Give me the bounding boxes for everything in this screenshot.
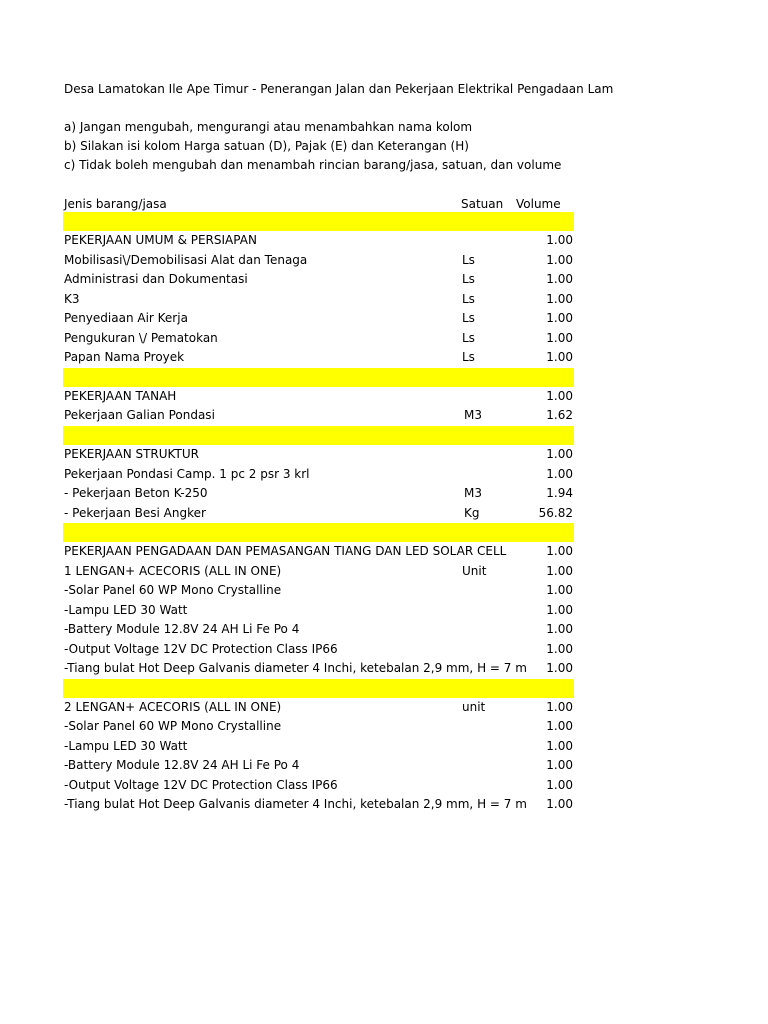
item-volume: 1.00 bbox=[546, 583, 573, 598]
table-row bbox=[0, 465, 768, 484]
table-row bbox=[0, 348, 768, 367]
table-row bbox=[0, 640, 768, 659]
item-name: Pekerjaan Pondasi Camp. 1 pc 2 psr 3 krl bbox=[64, 466, 310, 481]
table-row bbox=[0, 542, 768, 561]
item-unit: Ls bbox=[462, 311, 475, 326]
item-volume: 1.00 bbox=[546, 661, 573, 676]
item-name: - Pekerjaan Besi Angker bbox=[64, 505, 206, 520]
section-separator-band bbox=[63, 426, 574, 445]
item-volume: 1.00 bbox=[546, 291, 573, 306]
item-name: -Battery Module 12.8V 24 AH Li Fe Po 4 bbox=[64, 758, 300, 773]
item-volume: 1.00 bbox=[546, 311, 573, 326]
instruction-b: b) Silakan isi kolom Harga satuan (D), Pajak (E) dan Keterangan (H) bbox=[64, 139, 469, 153]
item-name: -Tiang bulat Hot Deep Galvanis diameter 4 Inchi, ketebalan 2,9 mm, H = 7 m bbox=[64, 797, 527, 812]
table-row bbox=[0, 776, 768, 795]
item-unit: Unit bbox=[462, 563, 487, 578]
item-volume: 1.00 bbox=[546, 233, 573, 248]
table-row bbox=[0, 484, 768, 503]
table-row bbox=[0, 659, 768, 678]
item-name: -Lampu LED 30 Watt bbox=[64, 738, 188, 753]
table-row bbox=[0, 717, 768, 736]
table-row bbox=[0, 445, 768, 464]
item-volume: 1.00 bbox=[546, 758, 573, 773]
item-volume: 1.00 bbox=[546, 330, 573, 345]
item-name: PEKERJAAN PENGADAAN DAN PEMASANGAN TIANG DAN LED SOLAR CELL bbox=[64, 544, 507, 559]
item-name: Papan Nama Proyek bbox=[64, 350, 185, 365]
item-name: PEKERJAAN TANAH bbox=[64, 388, 177, 403]
item-volume: 1.00 bbox=[546, 388, 573, 403]
item-unit: Ls bbox=[462, 272, 475, 287]
table-row bbox=[0, 698, 768, 717]
item-name: PEKERJAAN STRUKTUR bbox=[64, 447, 199, 462]
item-name: -Tiang bulat Hot Deep Galvanis diameter 4 Inchi, ketebalan 2,9 mm, H = 7 m bbox=[64, 661, 527, 676]
table-row bbox=[0, 309, 768, 328]
item-unit: M3 bbox=[464, 408, 482, 423]
item-name: - Pekerjaan Beton K-250 bbox=[64, 486, 208, 501]
item-volume: 1.62 bbox=[546, 408, 573, 423]
item-name: Pengukuran \/ Pematokan bbox=[64, 330, 218, 345]
item-volume: 1.00 bbox=[546, 563, 573, 578]
instruction-c: c) Tidak boleh mengubah dan menambah rincian barang/jasa, satuan, dan volume bbox=[64, 158, 562, 172]
table-row bbox=[0, 270, 768, 289]
column-header-unit: Satuan bbox=[461, 197, 504, 211]
item-table bbox=[0, 212, 768, 815]
item-unit: Ls bbox=[462, 330, 475, 345]
table-row bbox=[0, 620, 768, 639]
item-name: -Battery Module 12.8V 24 AH Li Fe Po 4 bbox=[64, 622, 300, 637]
item-unit: Kg bbox=[464, 505, 480, 520]
section-separator-band bbox=[63, 523, 574, 542]
table-row bbox=[0, 581, 768, 600]
item-volume: 1.00 bbox=[546, 622, 573, 637]
item-volume: 1.00 bbox=[546, 272, 573, 287]
table-row bbox=[0, 737, 768, 756]
item-volume: 1.00 bbox=[546, 350, 573, 365]
item-volume: 1.00 bbox=[546, 602, 573, 617]
item-volume: 1.00 bbox=[546, 466, 573, 481]
table-row bbox=[0, 387, 768, 406]
table-row bbox=[0, 562, 768, 581]
table-row bbox=[0, 251, 768, 270]
item-volume: 1.00 bbox=[546, 699, 573, 714]
item-volume: 56.82 bbox=[538, 505, 573, 520]
table-header bbox=[0, 196, 768, 212]
item-unit: Ls bbox=[462, 252, 475, 267]
item-name: 1 LENGAN+ ACECORIS (ALL IN ONE) bbox=[64, 563, 282, 578]
item-name: -Lampu LED 30 Watt bbox=[64, 602, 188, 617]
item-name: K3 bbox=[64, 291, 80, 306]
table-row bbox=[0, 290, 768, 309]
item-volume: 1.00 bbox=[546, 641, 573, 656]
item-name: PEKERJAAN UMUM & PERSIAPAN bbox=[64, 233, 257, 248]
section-separator-band bbox=[63, 368, 574, 387]
item-unit: M3 bbox=[464, 486, 482, 501]
table-row bbox=[0, 329, 768, 348]
item-unit: Ls bbox=[462, 291, 475, 306]
table-row bbox=[0, 756, 768, 775]
instruction-a: a) Jangan mengubah, mengurangi atau menambahkan nama kolom bbox=[64, 120, 473, 134]
table-row bbox=[0, 504, 768, 523]
table-row bbox=[0, 406, 768, 425]
item-name: Penyediaan Air Kerja bbox=[64, 311, 188, 326]
item-unit: Ls bbox=[462, 350, 475, 365]
item-name: -Output Voltage 12V DC Protection Class IP66 bbox=[64, 641, 338, 656]
table-row bbox=[0, 795, 768, 814]
item-volume: 1.00 bbox=[546, 252, 573, 267]
section-separator-band bbox=[63, 679, 574, 698]
item-name: Mobilisasi\/Demobilisasi Alat dan Tenaga bbox=[64, 252, 308, 267]
item-name: Administrasi dan Dokumentasi bbox=[64, 272, 248, 287]
item-volume: 1.00 bbox=[546, 777, 573, 792]
table-row bbox=[0, 601, 768, 620]
section-separator-band bbox=[63, 212, 574, 231]
column-header-item: Jenis barang/jasa bbox=[64, 197, 167, 211]
column-header-volume: Volume bbox=[516, 197, 561, 211]
item-name: -Solar Panel 60 WP Mono Crystalline bbox=[64, 583, 282, 598]
item-volume: 1.00 bbox=[546, 738, 573, 753]
item-volume: 1.94 bbox=[546, 486, 573, 501]
item-volume: 1.00 bbox=[546, 719, 573, 734]
item-name: Pekerjaan Galian Pondasi bbox=[64, 408, 215, 423]
item-name: -Solar Panel 60 WP Mono Crystalline bbox=[64, 719, 282, 734]
item-volume: 1.00 bbox=[546, 544, 573, 559]
item-name: -Output Voltage 12V DC Protection Class IP66 bbox=[64, 777, 338, 792]
item-name: 2 LENGAN+ ACECORIS (ALL IN ONE) bbox=[64, 699, 282, 714]
item-volume: 1.00 bbox=[546, 447, 573, 462]
item-unit: unit bbox=[462, 699, 486, 714]
item-volume: 1.00 bbox=[546, 797, 573, 812]
document-title: Desa Lamatokan Ile Ape Timur - Penerangan Jalan dan Pekerjaan Elektrikal Pengadaan Lam bbox=[64, 82, 614, 96]
table-row bbox=[0, 231, 768, 250]
